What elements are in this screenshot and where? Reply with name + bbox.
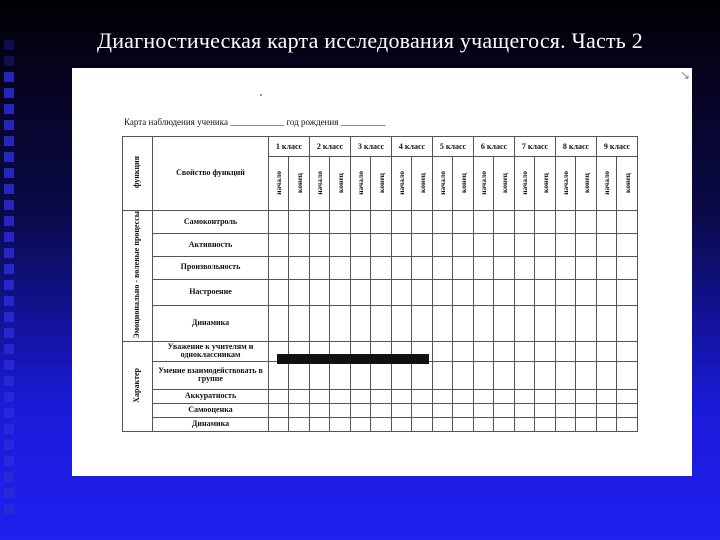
data-cell [597, 417, 617, 431]
data-cell [289, 361, 310, 389]
subcolumn-header: конец [535, 157, 556, 211]
subcolumn-header: начало [597, 157, 617, 211]
data-cell [515, 256, 535, 279]
data-cell [597, 279, 617, 305]
data-cell [597, 389, 617, 403]
data-cell [412, 256, 433, 279]
data-cell [597, 233, 617, 256]
class-header: 5 класс [433, 137, 474, 157]
data-cell [330, 211, 351, 234]
row-label: Самооценка [153, 403, 269, 417]
data-cell [617, 305, 638, 341]
data-cell [269, 305, 289, 341]
row-label: Уважение к учителям и одноклассникам [153, 341, 269, 361]
slide-title: Диагностическая карта исследования учащегося. Часть 2 [97, 28, 643, 53]
subcolumn-header: конец [576, 157, 597, 211]
row-label: Настроение [153, 279, 269, 305]
group-function-cell: функция [123, 137, 153, 211]
data-cell [576, 341, 597, 361]
data-cell [535, 361, 556, 389]
data-cell [515, 389, 535, 403]
class-header: 1 класс [269, 137, 310, 157]
data-cell [474, 305, 494, 341]
row-label: Произвольность [153, 256, 269, 279]
data-cell [433, 279, 453, 305]
data-cell [371, 361, 392, 389]
data-cell [433, 361, 453, 389]
subcolumn-header: конец [617, 157, 638, 211]
data-cell [351, 361, 371, 389]
data-cell [474, 279, 494, 305]
data-cell [515, 211, 535, 234]
scanned-document [72, 68, 692, 476]
data-cell [330, 233, 351, 256]
data-cell [535, 341, 556, 361]
data-cell [453, 389, 474, 403]
data-cell [515, 361, 535, 389]
data-cell [474, 341, 494, 361]
data-cell [330, 403, 351, 417]
data-cell [474, 389, 494, 403]
subcolumn-header: начало [310, 157, 330, 211]
data-cell [617, 233, 638, 256]
data-cell [269, 256, 289, 279]
data-cell [617, 211, 638, 234]
data-cell [474, 233, 494, 256]
class-header: 4 класс [392, 137, 433, 157]
data-cell [310, 211, 330, 234]
data-cell [269, 233, 289, 256]
data-cell [576, 417, 597, 431]
data-cell [474, 361, 494, 389]
subcolumn-header: начало [515, 157, 535, 211]
diagnostic-table [122, 136, 638, 432]
data-cell [269, 361, 289, 389]
data-cell [494, 279, 515, 305]
decorative-squares [4, 40, 18, 520]
scan-speck [260, 94, 262, 96]
row-label: Динамика [153, 305, 269, 341]
data-cell [576, 256, 597, 279]
data-cell [535, 233, 556, 256]
data-cell [453, 279, 474, 305]
data-cell [269, 279, 289, 305]
row-label: Динамика [153, 417, 269, 431]
data-cell [351, 256, 371, 279]
data-cell [556, 417, 576, 431]
data-cell [474, 417, 494, 431]
data-cell [269, 417, 289, 431]
class-header: 6 класс [474, 137, 515, 157]
data-cell [617, 279, 638, 305]
data-cell [289, 233, 310, 256]
data-cell [617, 403, 638, 417]
redaction-bar [277, 354, 429, 364]
data-cell [556, 256, 576, 279]
data-cell [617, 341, 638, 361]
data-cell [433, 417, 453, 431]
data-cell [289, 256, 310, 279]
data-cell [351, 417, 371, 431]
data-cell [494, 403, 515, 417]
subcolumn-header: начало [269, 157, 289, 211]
data-cell [453, 361, 474, 389]
property-label: Свойство функций [153, 137, 269, 211]
subcolumn-header: начало [474, 157, 494, 211]
data-cell [453, 417, 474, 431]
data-cell [310, 256, 330, 279]
subcolumn-header: начало [392, 157, 412, 211]
data-cell [433, 211, 453, 234]
data-cell [576, 233, 597, 256]
data-cell [576, 403, 597, 417]
data-cell [515, 233, 535, 256]
row-label: Самоконтроль [153, 211, 269, 234]
subcolumn-header: конец [330, 157, 351, 211]
data-cell [412, 211, 433, 234]
data-cell [392, 211, 412, 234]
data-cell [330, 361, 351, 389]
data-cell [351, 389, 371, 403]
data-cell [392, 389, 412, 403]
data-cell [515, 417, 535, 431]
data-cell [433, 403, 453, 417]
group-emotional-cell: Эмоционально - волевые процессы [123, 211, 153, 342]
data-cell [371, 211, 392, 234]
data-cell [556, 361, 576, 389]
data-cell [576, 389, 597, 403]
subcolumn-header: конец [371, 157, 392, 211]
data-cell [433, 389, 453, 403]
data-cell [576, 361, 597, 389]
data-cell [330, 389, 351, 403]
data-cell [597, 341, 617, 361]
data-cell [515, 341, 535, 361]
data-cell [351, 305, 371, 341]
data-cell [371, 403, 392, 417]
subcolumn-header: начало [351, 157, 371, 211]
class-header: 9 класс [597, 137, 638, 157]
data-cell [269, 389, 289, 403]
data-cell [617, 361, 638, 389]
data-cell [351, 403, 371, 417]
data-cell [433, 256, 453, 279]
row-label: Умение взаимодействовать в группе [153, 361, 269, 389]
data-cell [556, 389, 576, 403]
data-cell [494, 233, 515, 256]
data-cell [556, 403, 576, 417]
data-cell [392, 305, 412, 341]
data-cell [535, 389, 556, 403]
data-cell [556, 279, 576, 305]
data-cell [474, 256, 494, 279]
class-header: 2 класс [310, 137, 351, 157]
data-cell [474, 403, 494, 417]
data-cell [494, 361, 515, 389]
subcolumn-header: конец [289, 157, 310, 211]
data-cell [330, 305, 351, 341]
data-cell [371, 279, 392, 305]
data-cell [453, 233, 474, 256]
data-cell [289, 403, 310, 417]
class-header: 7 класс [515, 137, 556, 157]
data-cell [515, 403, 535, 417]
data-cell [330, 417, 351, 431]
data-cell [433, 305, 453, 341]
data-cell [556, 211, 576, 234]
data-cell [535, 417, 556, 431]
data-cell [535, 403, 556, 417]
data-cell [494, 389, 515, 403]
class-header: 3 класс [351, 137, 392, 157]
class-header: 8 класс [556, 137, 597, 157]
data-cell [412, 233, 433, 256]
data-cell [597, 211, 617, 234]
data-cell [371, 233, 392, 256]
data-cell [576, 211, 597, 234]
data-cell [412, 279, 433, 305]
data-cell [269, 403, 289, 417]
data-cell [617, 256, 638, 279]
data-cell [310, 279, 330, 305]
data-cell [474, 211, 494, 234]
data-cell [351, 233, 371, 256]
data-cell [412, 361, 433, 389]
data-cell [371, 417, 392, 431]
subcolumn-header: конец [494, 157, 515, 211]
data-cell [310, 361, 330, 389]
data-cell [371, 256, 392, 279]
data-cell [289, 417, 310, 431]
data-cell [576, 305, 597, 341]
subcolumn-header: конец [412, 157, 433, 211]
data-cell [289, 305, 310, 341]
data-cell [310, 389, 330, 403]
corner-mark-icon: ↘ [679, 68, 690, 82]
data-cell [597, 256, 617, 279]
data-cell [392, 233, 412, 256]
data-cell [597, 361, 617, 389]
data-cell [392, 361, 412, 389]
data-cell [556, 305, 576, 341]
data-cell [351, 279, 371, 305]
data-cell [494, 256, 515, 279]
subcolumn-header: начало [433, 157, 453, 211]
data-cell [556, 341, 576, 361]
data-cell [412, 305, 433, 341]
data-cell [433, 233, 453, 256]
data-cell [392, 256, 412, 279]
data-cell [535, 279, 556, 305]
data-cell [412, 389, 433, 403]
data-cell [494, 417, 515, 431]
card-header-line: Карта наблюдения ученика ____________ год рождения __________ [124, 117, 386, 127]
group-character-cell: Характер [123, 341, 153, 431]
data-cell [617, 417, 638, 431]
row-label: Активность [153, 233, 269, 256]
data-cell [310, 417, 330, 431]
data-cell [535, 211, 556, 234]
data-cell [310, 403, 330, 417]
data-cell [535, 256, 556, 279]
data-cell [597, 403, 617, 417]
data-cell [289, 211, 310, 234]
data-cell [433, 341, 453, 361]
data-cell [494, 305, 515, 341]
data-cell [412, 417, 433, 431]
data-cell [412, 403, 433, 417]
data-cell [371, 305, 392, 341]
data-cell [269, 211, 289, 234]
data-cell [597, 305, 617, 341]
data-cell [515, 305, 535, 341]
data-cell [351, 211, 371, 234]
data-cell [289, 279, 310, 305]
data-cell [330, 256, 351, 279]
row-label: Аккуратность [153, 389, 269, 403]
data-cell [494, 341, 515, 361]
data-cell [515, 279, 535, 305]
subcolumn-header: конец [453, 157, 474, 211]
data-cell [371, 389, 392, 403]
data-cell [617, 389, 638, 403]
data-cell [330, 279, 351, 305]
data-cell [453, 341, 474, 361]
data-cell [392, 279, 412, 305]
data-cell [453, 305, 474, 341]
subcolumn-header: начало [556, 157, 576, 211]
data-cell [392, 403, 412, 417]
data-cell [453, 211, 474, 234]
data-cell [556, 233, 576, 256]
data-cell [453, 403, 474, 417]
data-cell [453, 256, 474, 279]
data-cell [392, 417, 412, 431]
data-cell [310, 233, 330, 256]
data-cell [289, 389, 310, 403]
data-cell [494, 211, 515, 234]
data-cell [310, 305, 330, 341]
data-cell [535, 305, 556, 341]
data-cell [576, 279, 597, 305]
